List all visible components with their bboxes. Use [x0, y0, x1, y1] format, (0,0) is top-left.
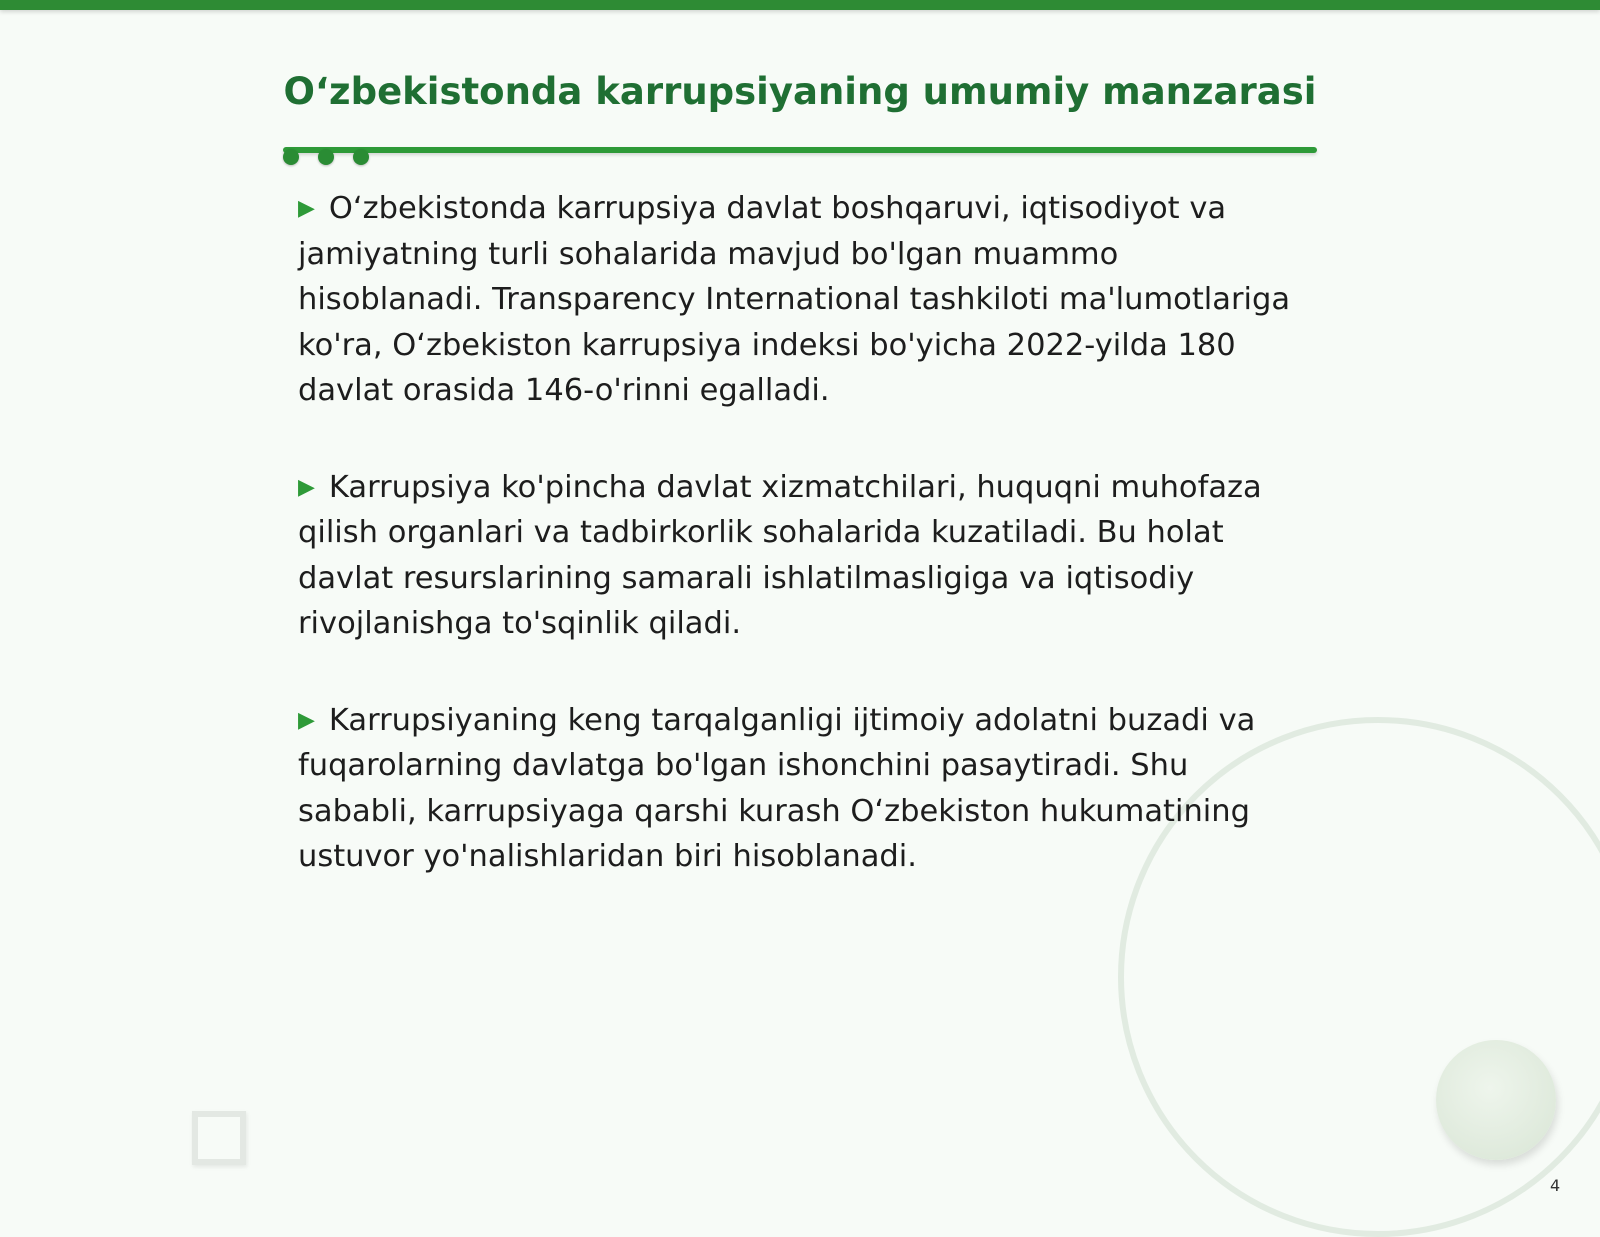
bullet-item-1 [298, 186, 1308, 414]
decor-disk [1436, 1040, 1556, 1160]
title-underline [283, 147, 1317, 153]
decor-dot-3 [353, 149, 369, 165]
bullet-item-3 [298, 698, 1308, 880]
bullet-text-3: Karrupsiyaning keng tarqalganligi ijtimoiy adolatni buzadi va fuqarolarning davlatga bo'lgan ishonchini pasaytiradi. Shu sababli, karrupsiyaga qarshi kurash O‘zbekiston hukumatining ustuvor yo'nalishlaridan biri hisoblanadi. [298, 702, 1256, 874]
decor-dot-2 [318, 149, 334, 165]
page-number: 4 [1550, 1176, 1561, 1195]
decor-square [192, 1111, 246, 1165]
play-arrow-icon: ▶ [298, 474, 315, 500]
bullet-text-1: O‘zbekistonda karrupsiya davlat boshqaruvi, iqtisodiyot va jamiyatning turli sohalarida mavjud bo'lgan muammo hisoblanadi. Transparency International tashkiloti ma'lumotlariga ko'ra, O‘zbekiston karrupsiya indeksi bo'yicha 2022-yilda 180 davlat orasida 146-o'rinni egalladi. [298, 191, 1291, 408]
top-accent-bar [0, 0, 1600, 10]
play-arrow-icon: ▶ [298, 707, 315, 733]
bullet-list [298, 186, 1308, 931]
play-arrow-icon: ▶ [298, 196, 315, 221]
slide-title: O‘zbekistonda karrupsiyaning umumiy manzarasi [283, 70, 1317, 113]
bullet-text-2: Karrupsiya ko'pincha davlat xizmatchilari, huquqni muhofaza qilish organlari va tadbirkorlik sohalarida kuzatiladi. Bu holat davlat resurslarining samarali ishlatilmasligiga va iqtisodiy rivojlanishga to'sqinlik qiladi. [298, 469, 1262, 641]
bullet-item-2 [298, 465, 1308, 647]
decor-dot-1 [283, 149, 299, 165]
